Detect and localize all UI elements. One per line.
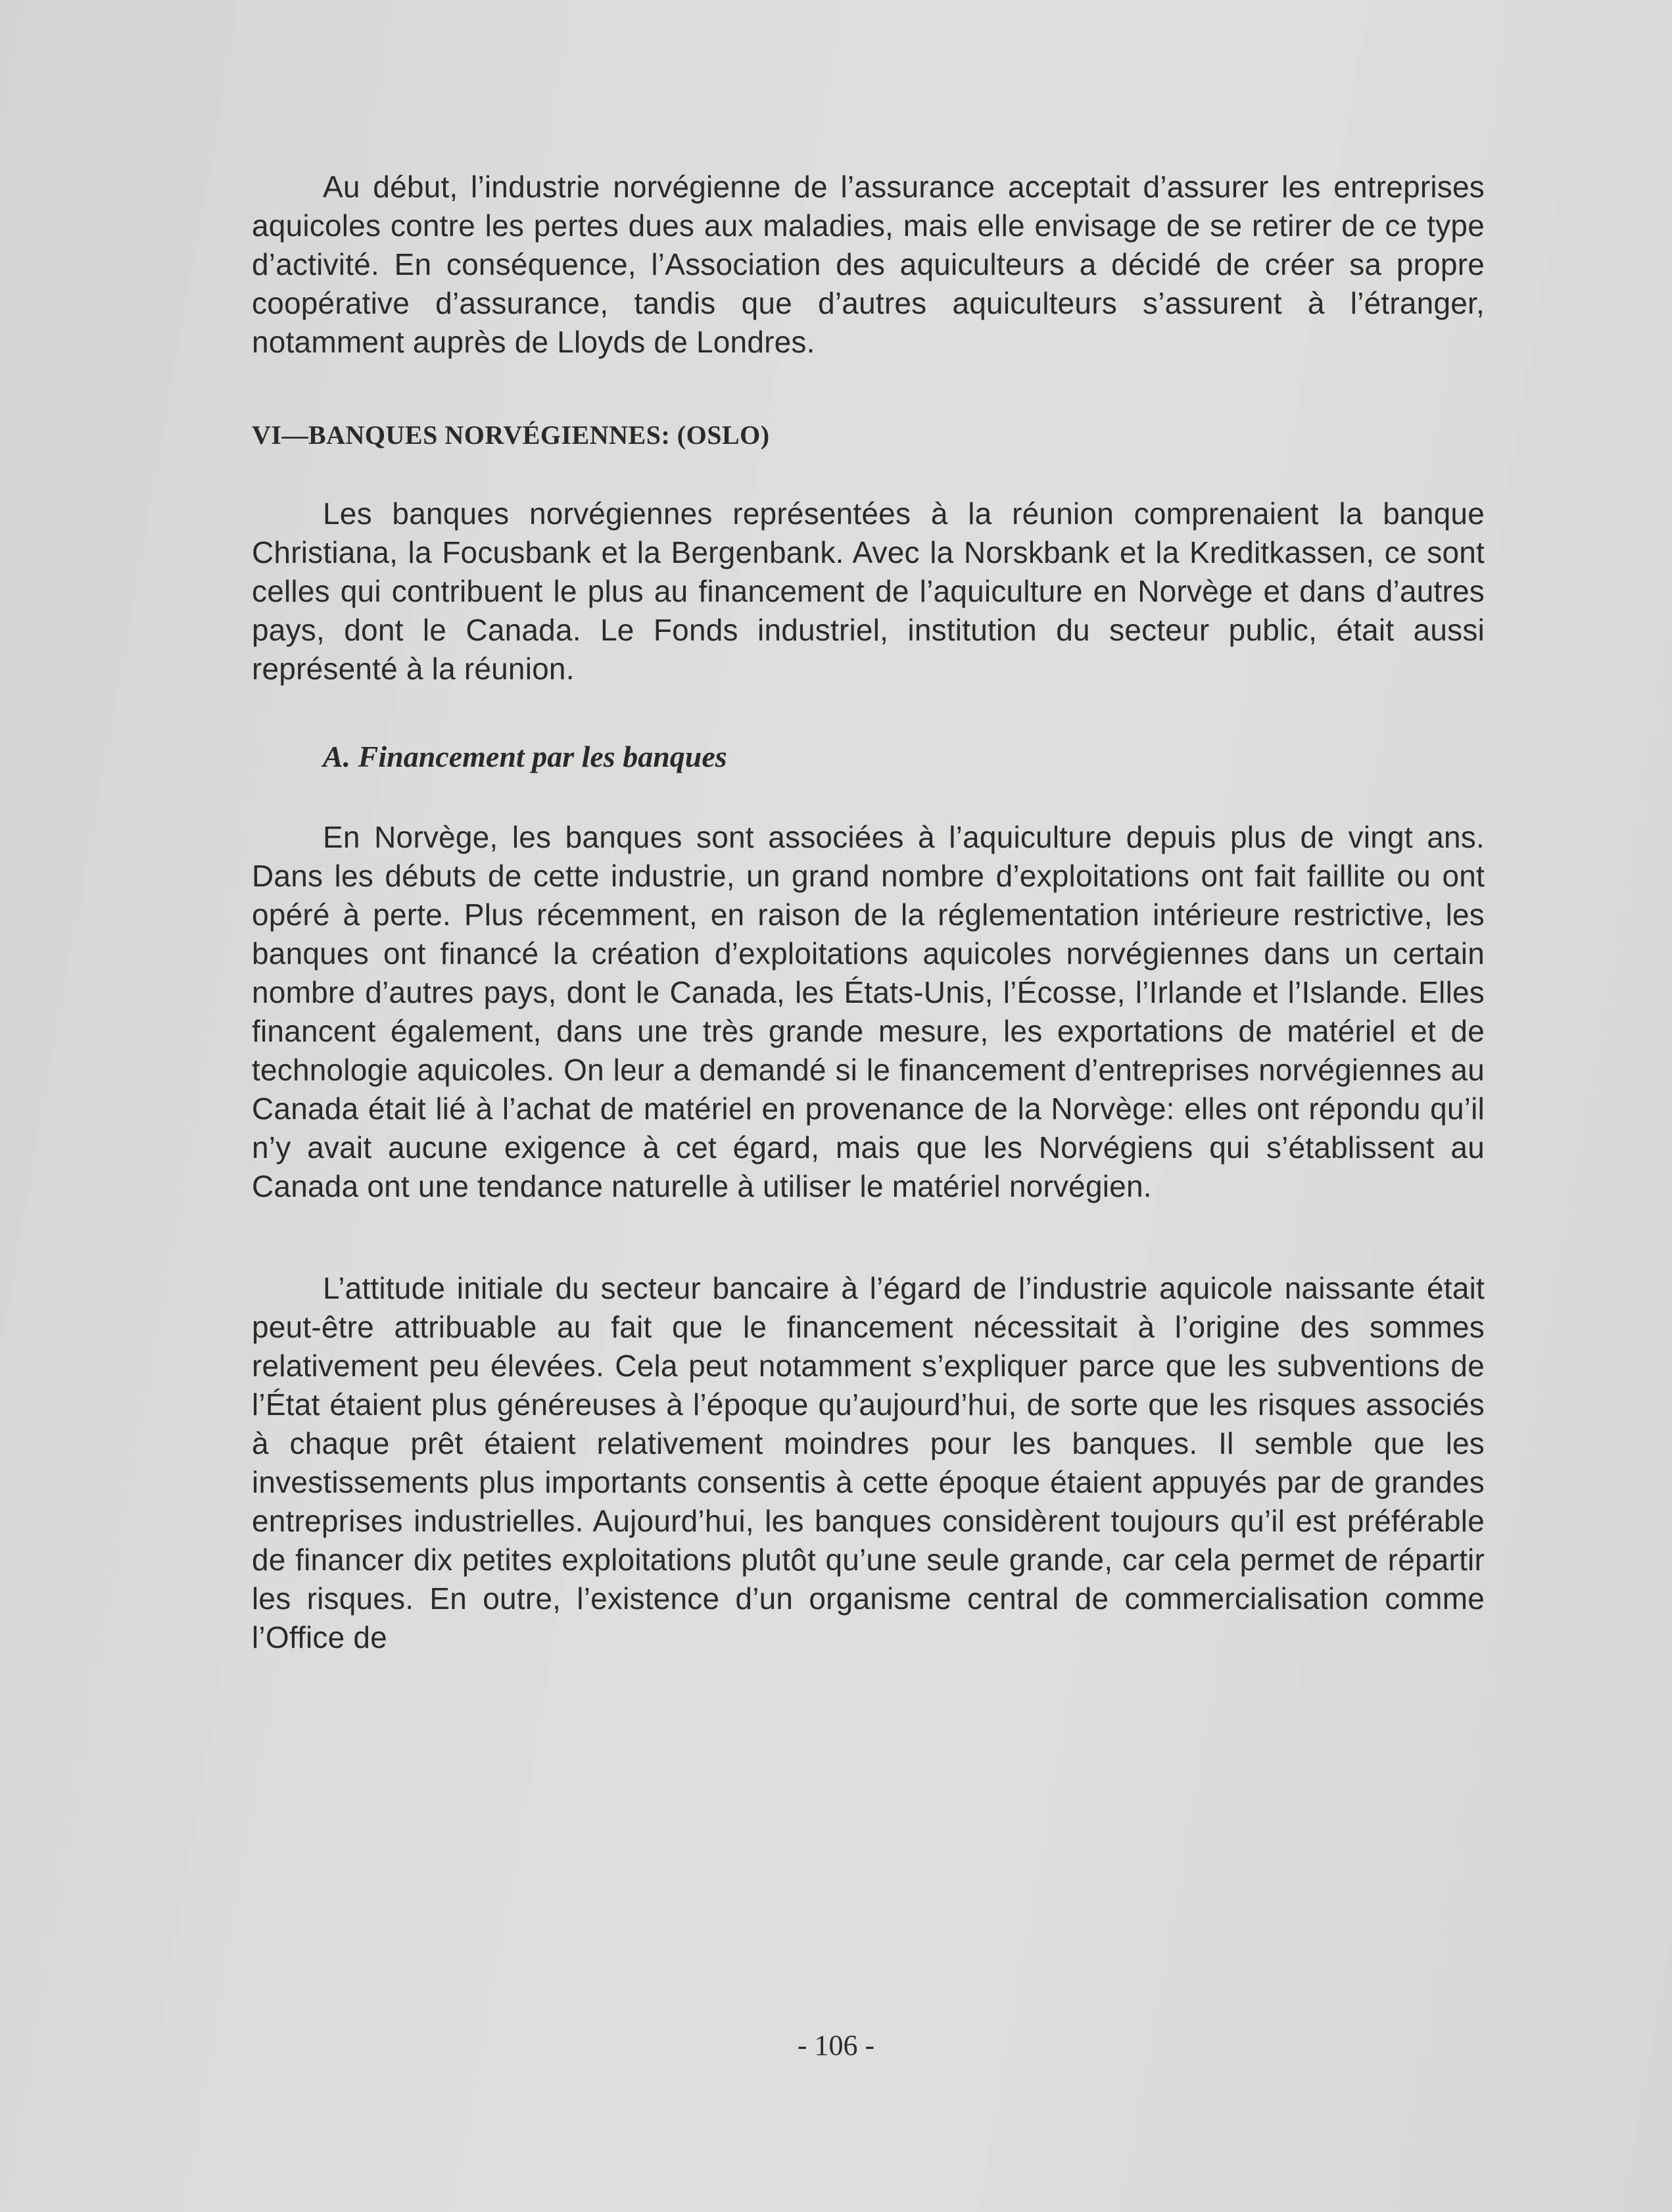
paragraph-insurance: Au début, l’industrie norvégienne de l’assurance acceptait d’assurer les entreprises aquicoles contre les pertes dues aux maladies, mais elle envisage de se retirer de ce type d’activité. En conséquence, l’Association des aquiculteurs a décidé de créer sa propre coopérative d’assurance, tandis que d’autres aquiculteurs s’assurent à l’étranger, notamment auprès de Lloyds de Londres. xyxy=(252,170,1485,359)
subheading-financing: A. Financement par les banques xyxy=(323,740,727,773)
page-number: - 106 - xyxy=(797,2029,875,2061)
paragraph-initial-attitude: L’attitude initiale du secteur bancaire à l’égard de l’industrie aquicole naissante était peut-être attribuable au fait que le financement nécessitait à l’origine des sommes relativement peu élevées. Cela peut notamment s’expliquer parce que les subventions de l’État étaient plus généreuses à l’époque qu’aujourd’hui, de sorte que les risques associés à chaque prêt étaient relativement moindres pour les banques. Il semble que les investissements plus importants consentis à cette époque étaient appuyés par de grandes entreprises industrielles. Aujourd’hui, les banques considèrent toujours qu’il est préférable de financer dix petites exploitations plutôt qu’une seule grande, car cela permet de répartir les risques. En outre, l’existence d’un organisme central de commercialisation comme l’Office de xyxy=(252,1271,1485,1654)
paragraph-banks-represented: Les banques norvégiennes représentées à la réunion comprenaient la banque Christiana, la Focusbank et la Bergenbank. Avec la Norskbank et la Kreditkassen, ce sont celles qui contribuent le plus au financement de l’aquiculture en Norvège et dans d’autres pays, dont le Canada. Le Fonds industriel, institution du secteur public, était aussi représenté à la réunion. xyxy=(252,496,1485,686)
section-heading: VI—BANQUES NORVÉGIENNES: (OSLO) xyxy=(252,420,770,450)
paragraph-financing-history: En Norvège, les banques sont associées à l’aquiculture depuis plus de vingt ans. Dans les débuts de cette industrie, un grand nombre d’exploitations ont fait faillite ou ont opéré à perte. Plus récemment, en raison de la réglementation intérieure restrictive, les banques ont financé la création d’exploitations aquicoles norvégiennes dans un certain nombre d’autres pays, dont le Canada, les États-Unis, l’Écosse, l’Irlande et l’Islande. Elles financent également, dans une très grande mesure, les exportations de matériel et de technologie aquicoles. On leur a demandé si le financement d’entreprises norvégiennes au Canada était lié à l’achat de matériel en provenance de la Norvège: elles ont répondu qu’il n’y avait aucune exigence à cet égard, mais que les Norvégiens qui s’établissent au Canada ont une tendance naturelle à utiliser le matériel norvégien. xyxy=(252,820,1485,1203)
body-text xyxy=(252,168,1485,1657)
